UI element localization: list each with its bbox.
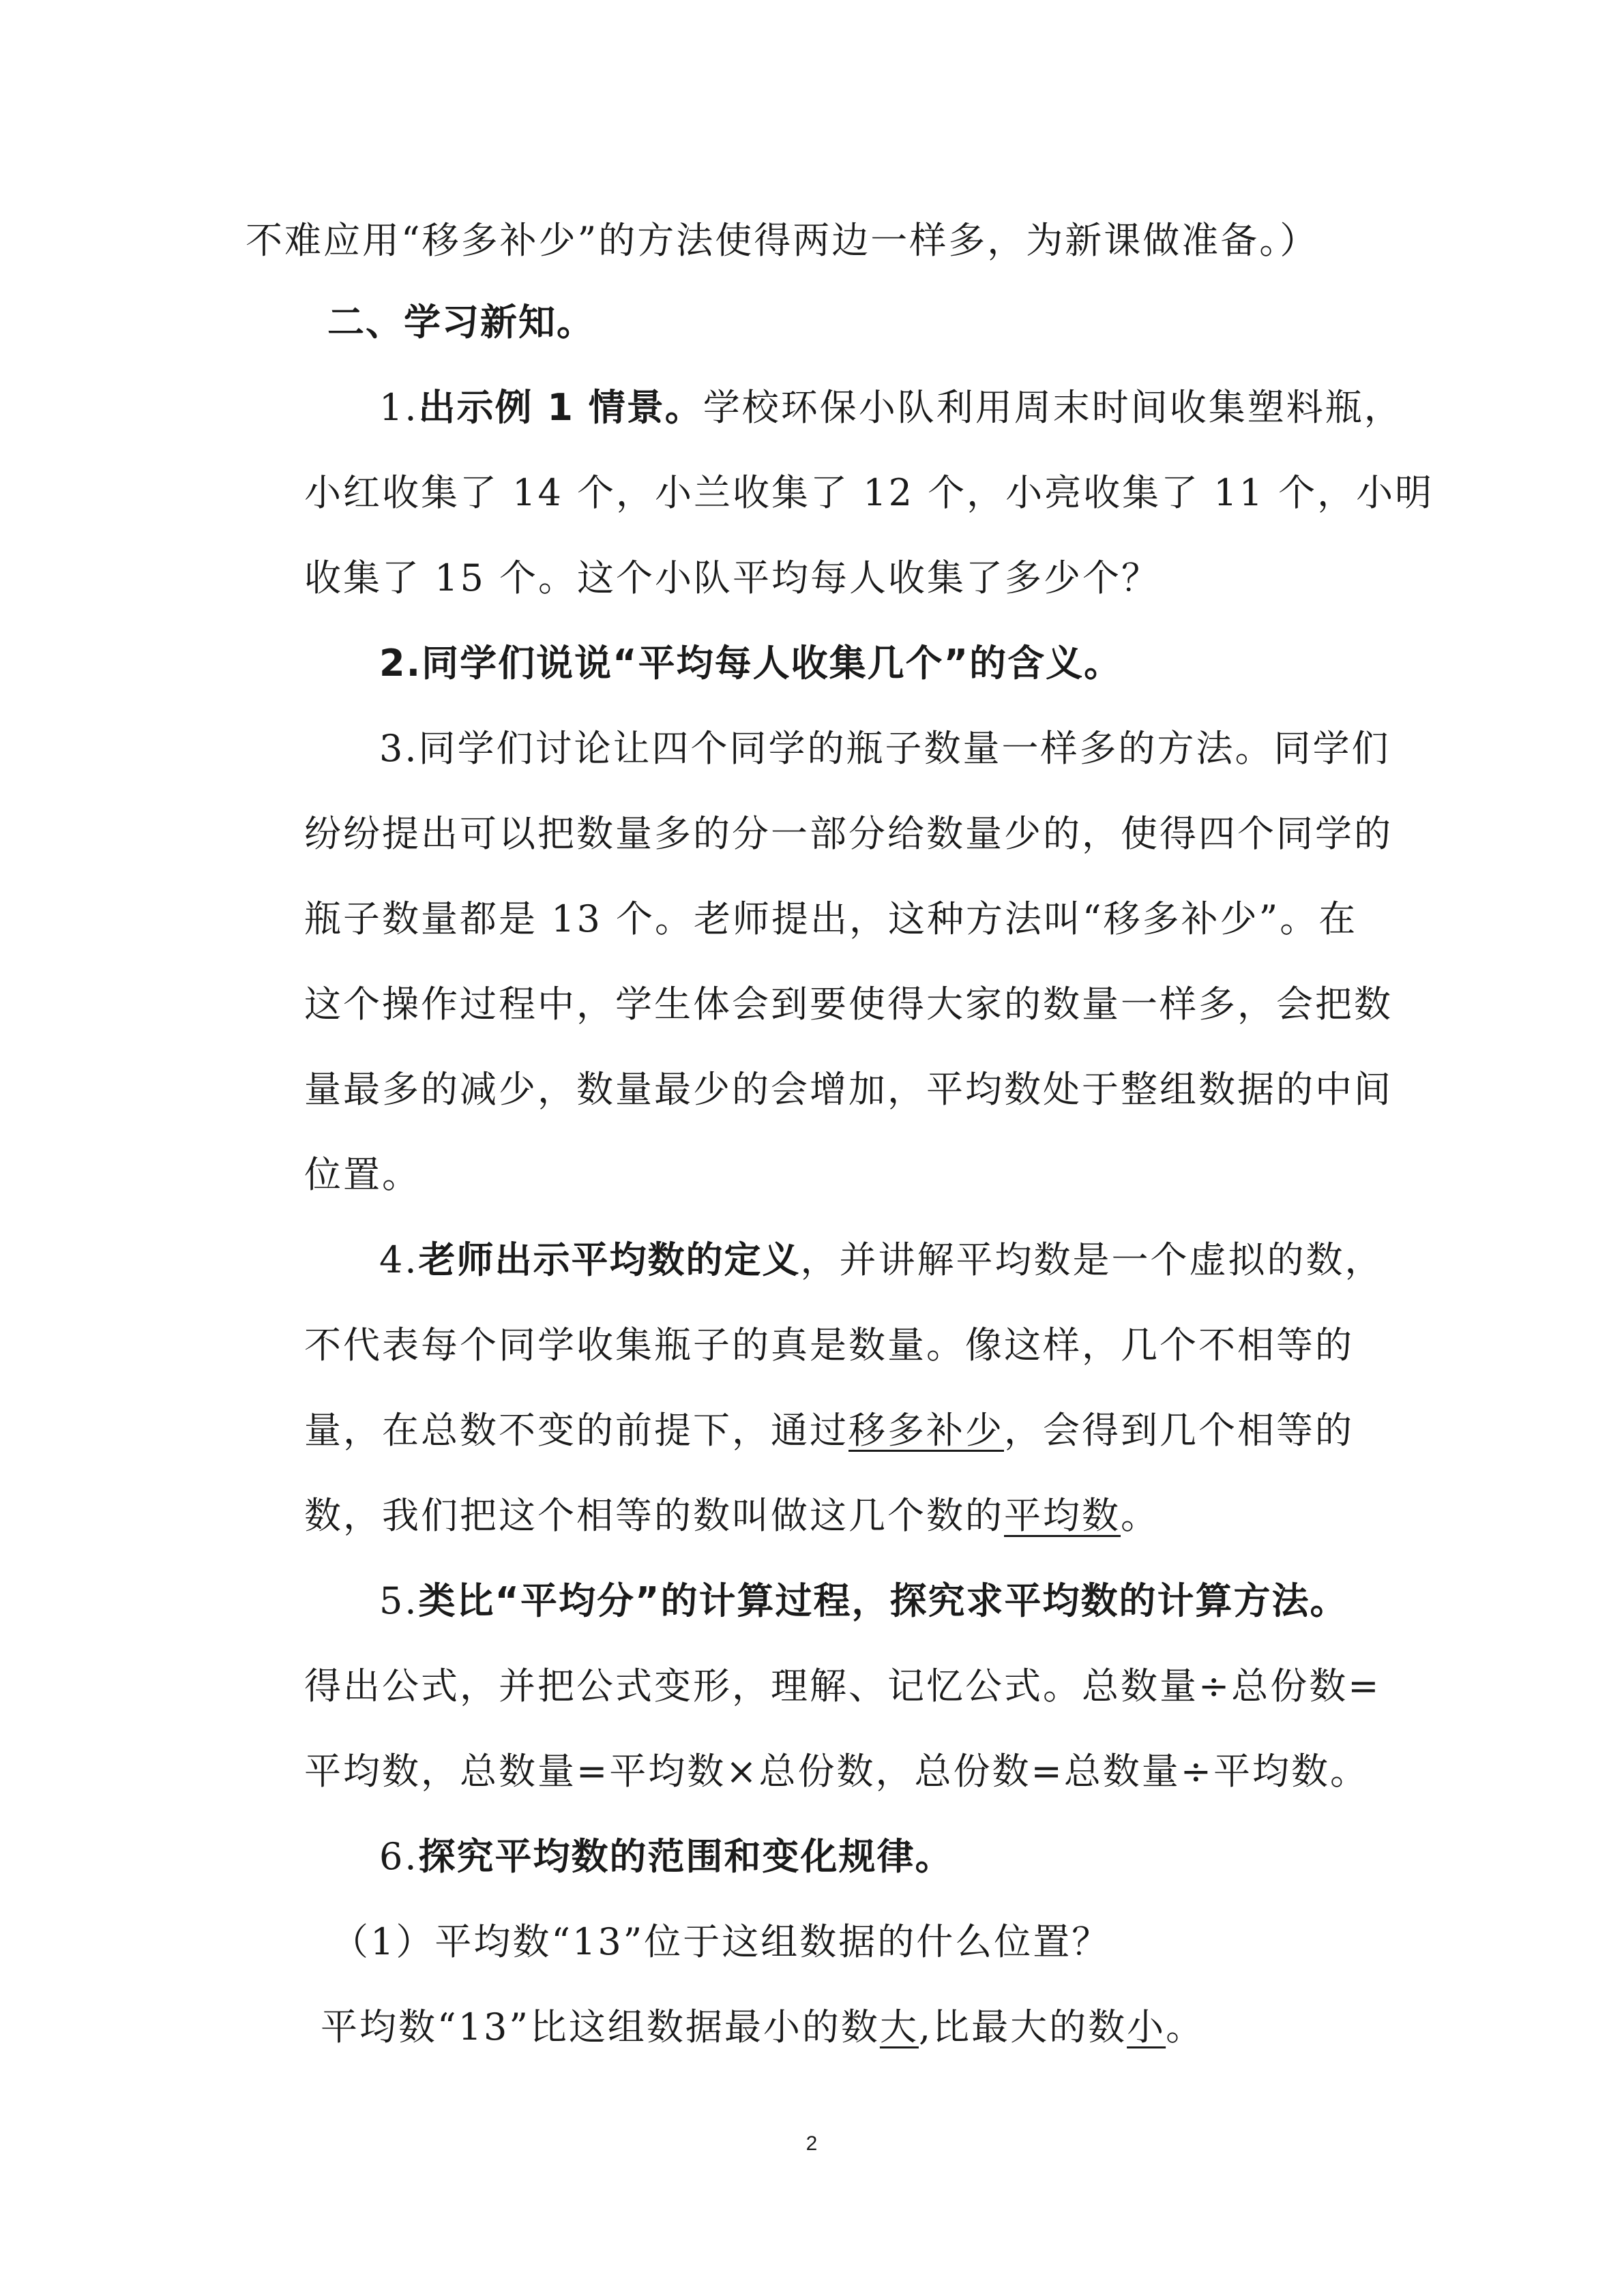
item-4-line-1 [379, 1233, 1384, 1287]
sub-item-1-answer [321, 2000, 1205, 2055]
item-heading: 老师出示平均数的定义 [418, 1238, 801, 1281]
item-3-line-3: 瓶子数量都是 13 个。老师提出，这种方法叫“移多补少”。在 [304, 897, 1358, 940]
page-number: 2 [806, 2132, 818, 2155]
item-4-line-4 [304, 1489, 1160, 1543]
underlined-answer: 小 [1127, 2006, 1166, 2048]
item-3-line-1: 3.同学们讨论让四个同学的瓶子数量一样多的方法。同学们 [379, 727, 1391, 770]
text-run: ,比最大的数 [918, 2006, 1127, 2048]
item-heading: 出示例 1 情景。 [418, 386, 703, 429]
text-run: 量，在总数不变的前提下，通过 [304, 1409, 848, 1452]
item-1-line-1 [379, 381, 1403, 435]
item-5-line-1 [379, 1574, 1348, 1628]
item-1-line-3: 收集了 15 个。这个小队平均每人收集了多少个？ [304, 556, 1161, 599]
item-3-line-6: 位置。 [304, 1153, 421, 1196]
item-number: 4. [379, 1238, 419, 1281]
text-run: 数，我们把这个相等的数叫做这几个数的 [304, 1494, 1004, 1537]
item-3-line-5: 量最多的减少，数量最少的会增加，平均数处于整组数据的中间 [304, 1068, 1393, 1111]
underlined-term: 平均数 [1004, 1494, 1121, 1537]
text-run: 平均数“13”比这组数据最小的数 [321, 2006, 880, 2048]
item-2: 2.同学们说说“平均每人收集几个”的含义。 [379, 642, 1123, 685]
item-number: 6. [379, 1835, 419, 1878]
item-number: 1. [379, 386, 419, 429]
item-heading: 探究平均数的范围和变化规律。 [418, 1835, 954, 1878]
text-run: ，会得到几个相等的 [1004, 1409, 1354, 1452]
text-run: 。 [1166, 2006, 1205, 2048]
item-text: 学校环保小队利用周末时间收集塑料瓶， [703, 386, 1403, 429]
item-3-line-2: 纷纷提出可以把数量多的分一部分给数量少的，使得四个同学的 [304, 812, 1393, 855]
underlined-term: 移多补少 [848, 1409, 1004, 1452]
item-6 [379, 1830, 954, 1884]
underlined-answer: 大 [879, 2006, 919, 2048]
item-5-line-3: 平均数，总数量=平均数×总份数，总份数=总数量÷平均数。 [304, 1750, 1369, 1793]
item-5-line-2: 得出公式，并把公式变形，理解、记忆公式。总数量÷总份数= [304, 1665, 1381, 1708]
item-text: ，并讲解平均数是一个虚拟的数， [800, 1238, 1384, 1281]
item-3-line-4: 这个操作过程中，学生体会到要使得大家的数量一样多，会把数 [304, 983, 1393, 1026]
line-1: 不难应用“移多补少”的方法使得两边一样多，为新课做准备。） [246, 219, 1319, 262]
item-4-line-3 [304, 1403, 1354, 1458]
section-heading: 二、学习新知。 [327, 301, 595, 344]
item-4-line-2: 不代表每个同学收集瓶子的真是数量。像这样，几个不相等的 [304, 1324, 1354, 1367]
item-1-line-2: 小红收集了 14 个，小兰收集了 12 个，小亮收集了 11 个，小明 [304, 471, 1434, 514]
item-heading: 类比“平均分”的计算过程，探究求平均数的计算方法。 [418, 1579, 1348, 1622]
sub-item-1-question: （1）平均数“13”位于这组数据的什么位置？ [331, 1920, 1111, 1963]
item-number: 5. [379, 1579, 419, 1622]
text-run: 。 [1121, 1494, 1160, 1537]
